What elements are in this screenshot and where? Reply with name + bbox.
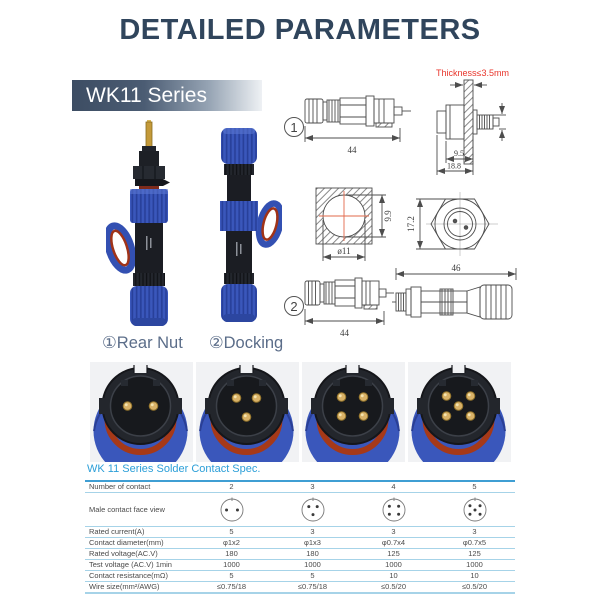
spec-cell: ≤0.5/20 <box>434 582 515 594</box>
spec-table-title: WK 11 Series Solder Contact Spec. <box>87 463 261 475</box>
spec-cell: 3 <box>353 527 434 538</box>
spec-cell <box>434 493 515 527</box>
spec-row <box>85 527 515 538</box>
face-photo-2pin <box>90 362 193 462</box>
drawing-2-number: 2 <box>284 296 304 316</box>
spec-row-label: Male contact face view <box>85 493 191 527</box>
drawing-connector-face <box>408 188 500 260</box>
drawing-panel-cutout <box>306 184 400 268</box>
face-photo-4pin <box>302 362 405 462</box>
spec-cell: 125 <box>434 549 515 560</box>
spec-cell: φ1x3 <box>272 538 353 549</box>
contact-face-diagram-5pin <box>462 497 488 523</box>
spec-row-label: Contact resistance(mΩ) <box>85 571 191 582</box>
spec-row <box>85 560 515 571</box>
product-captions <box>102 333 283 353</box>
connector-face-photo-5pin <box>408 362 511 462</box>
dim-9-9-label: 9.9 <box>383 210 393 222</box>
spec-cell: 1000 <box>434 560 515 571</box>
spec-cell: 10 <box>353 571 434 582</box>
spec-row <box>85 582 515 594</box>
spec-row-label: Number of contact <box>85 481 191 493</box>
spec-cell: 3 <box>272 481 353 493</box>
spec-cell: φ1x2 <box>191 538 272 549</box>
spec-cell: 3 <box>434 527 515 538</box>
contact-face-diagram-3pin <box>300 497 326 523</box>
series-banner: WK11 Series <box>72 80 262 111</box>
spec-cell: ≤0.5/20 <box>353 582 434 594</box>
dim-44-2-label: 44 <box>340 328 349 338</box>
dim-d11-label: ø11 <box>337 246 351 256</box>
spec-cell <box>353 493 434 527</box>
dust-cap <box>106 223 138 274</box>
spec-cell: ≤0.75/18 <box>191 582 272 594</box>
circled-2-glyph: ② <box>208 334 224 352</box>
drawing-docking-receptacle-side <box>390 262 522 342</box>
spec-cell: 125 <box>353 549 434 560</box>
spec-table-body <box>85 481 515 593</box>
circled-1-glyph: ① <box>102 334 117 352</box>
drawing-1-number: 1 <box>284 117 304 137</box>
spec-cell: 3 <box>272 527 353 538</box>
dim-44-label: 44 <box>347 145 357 155</box>
spec-cell: 180 <box>191 549 272 560</box>
spec-cell: 5 <box>191 527 272 538</box>
spec-row-label: Rated voltage(AC.V) <box>85 549 191 560</box>
drawing-panel-mount <box>424 74 512 180</box>
spec-row <box>85 571 515 582</box>
spec-row <box>85 538 515 549</box>
spec-cell: 180 <box>272 549 353 560</box>
spec-cell: 1000 <box>272 560 353 571</box>
spec-table <box>85 480 515 594</box>
spec-cell <box>191 493 272 527</box>
spec-cell: φ0.7x5 <box>434 538 515 549</box>
face-photo-5pin <box>408 362 511 462</box>
spec-cell: 5 <box>434 481 515 493</box>
face-photos-row <box>90 362 511 462</box>
caption-rear-nut <box>102 333 183 353</box>
dust-cap <box>255 201 282 247</box>
spec-cell: 1000 <box>353 560 434 571</box>
spec-row-label: Contact diameter(mm) <box>85 538 191 549</box>
connector-face-photo-4pin <box>302 362 405 462</box>
rear-nut-connector-photo <box>106 120 192 332</box>
spec-cell: 4 <box>353 481 434 493</box>
spec-cell: φ0.7x4 <box>353 538 434 549</box>
dim-9-5-label: 9.5 <box>454 149 464 158</box>
rear-nut-label: Rear Nut <box>116 334 183 352</box>
spec-cell: 5 <box>191 571 272 582</box>
spec-row-label: Wire size(mm²/AWG) <box>85 582 191 594</box>
drawing-cable-connector-side <box>304 86 416 158</box>
spec-row-label: Test voltage (AC.V) 1min <box>85 560 191 571</box>
connector-face-photo-3pin <box>196 362 299 462</box>
face-photo-3pin <box>196 362 299 462</box>
spec-row <box>85 481 515 493</box>
spec-cell: 1000 <box>191 560 272 571</box>
page-title: DETAILED PARAMETERS <box>119 14 481 46</box>
spec-cell: 10 <box>434 571 515 582</box>
dim-46-label: 46 <box>451 263 461 273</box>
contact-face-diagram-2pin <box>219 497 245 523</box>
spec-row-label: Rated current(A) <box>85 527 191 538</box>
docking-label: Docking <box>223 334 284 352</box>
dim-18-8-label: 18.8 <box>447 161 461 171</box>
spec-cell <box>272 493 353 527</box>
docking-connector-photo <box>196 124 282 332</box>
contact-face-diagram-4pin <box>381 497 407 523</box>
drawing-docking-plug-side <box>304 266 396 344</box>
caption-docking <box>209 333 283 353</box>
dim-17-2-label: 17.2 <box>406 216 416 232</box>
connector-face-photo-2pin <box>90 362 193 462</box>
spec-cell: 5 <box>272 571 353 582</box>
spec-cell: 2 <box>191 481 272 493</box>
spec-row <box>85 493 515 527</box>
spec-cell: ≤0.75/18 <box>272 582 353 594</box>
spec-row <box>85 549 515 560</box>
thickness-note: Thickness≤3.5mm <box>436 68 509 78</box>
